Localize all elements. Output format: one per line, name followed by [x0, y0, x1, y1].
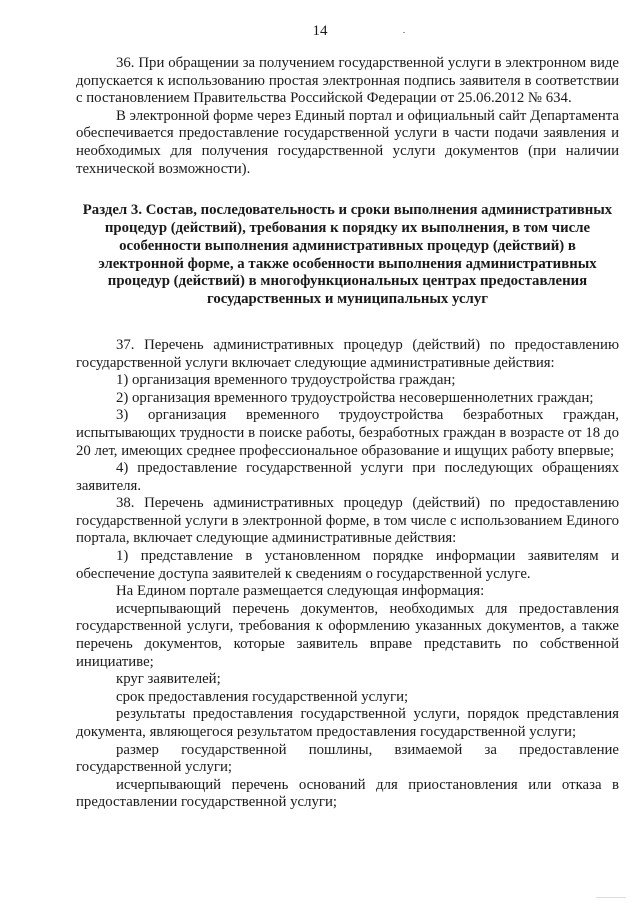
page-number: 14 [312, 23, 328, 39]
list-item: 1) представление в установленном порядке информации заявителям и обеспечение доступа заявителей к сведениям о государственной услуге. [76, 548, 619, 582]
list-item: 2) организация временного трудоустройства несовершеннолетних граждан; [116, 389, 594, 406]
list-item: 4) предоставление государственной услуги при последующих обращениях заявителя. [76, 460, 619, 494]
list-item: срок предоставления государственной услуги; [116, 688, 409, 705]
list-item: 1) организация временного трудоустройства граждан; [116, 372, 456, 389]
list-item: исчерпывающий перечень оснований для приостановления или отказа в предоставлении государственной услуги; [76, 776, 619, 811]
portal-info-intro: На Едином портале размещается следующая информация: [116, 583, 485, 600]
list-item: размер государственной пошлины, взимаемой за предоставление государственной услуги; [76, 741, 619, 776]
scan-mark [596, 897, 626, 898]
list-item: круг заявителей; [116, 671, 221, 688]
paragraph-36: 36. При обращении за получением государственной услуги в электронном виде допускается к использованию простая электронная подпись заявителя в соответствии с постановлением Правительства Российской Федерации от 25.06.2012 № 634. [76, 55, 619, 107]
document-body [76, 55, 619, 812]
paragraph-37: 37. Перечень административных процедур (действий) по предоставлению государственной услуги включает следующие административные действия: [76, 336, 619, 371]
section-3-title: Раздел 3. Состав, последовательность и сроки выполнения административных процедур (действий), требования к порядку их выполнения, в том числе особенности выполнения административных процедур (действий) в электронной форме, а также особенности выполнения административных процедур (действий) в многофункциональных центрах предоставления государственных и муниципальных услуг [82, 202, 613, 308]
scan-mark [403, 32, 405, 33]
list-item: исчерпывающий перечень документов, необходимых для предоставления государственной услуги, требования к оформлению указанных документов, а также перечень документов, которые заявитель вправе представить по собственной инициативе; [76, 600, 619, 670]
paragraph-38: 38. Перечень административных процедур (действий) по предоставлению государственной услуги в электронной форме, в том числе с использованием Единого портала, включает следующие административные действия: [76, 495, 619, 547]
paragraph-36-electronic: В электронной форме через Единый портал и официальный сайт Департамента обеспечивается предоставление государственной услуги в части подачи заявления и необходимых для получения государственной услуги документов (при наличии технической возможности). [76, 107, 619, 177]
list-item: результаты предоставления государственной услуги, порядок представления документа, являющегося результатом предоставления государственной услуги; [76, 706, 619, 740]
list-item: 3) организация временного трудоустройства безработных граждан, испытывающих трудности в поиске работы, безработных граждан в возрасте от 18 до 20 лет, имеющих среднее профессиональное образование и ищущих работу впервые; [76, 407, 619, 459]
